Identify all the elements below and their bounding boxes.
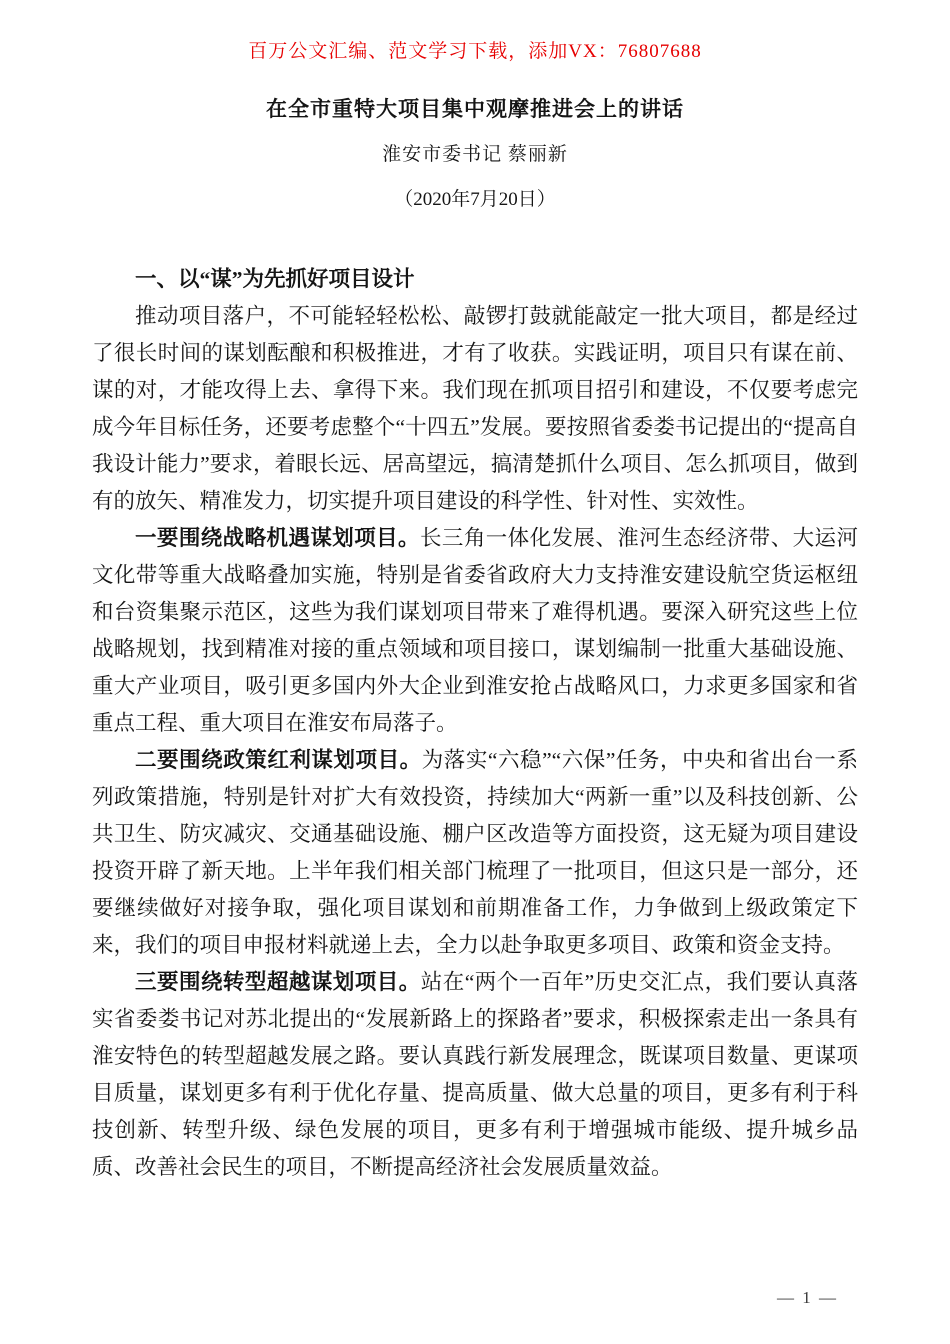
paragraph-text: 推动项目落户，不可能轻轻松松、敲锣打鼓就能敲定一批大项目，都是经过了很长时间的谋划酝酿和积极推进，才有了收获。实践证明，项目只有谋在前、谋的对，才能攻得上去、拿得下来。我们现在抓项目招引和建设，不仅要考虑完成今年目标任务，还要考虑整个“十四五”发展。要按照省委娄书记提出的“提高自我设计能力”要求，着眼长远、居高望远，搞清楚抓什么项目、怎么抓项目，做到有的放矢、精准发力，切实提升项目建设的科学性、针对性、实效性。 (92, 304, 858, 513)
author-line: 淮安市委书记 蔡丽新 (382, 144, 568, 165)
page-number: — 1 — (777, 1288, 838, 1307)
paragraph (92, 964, 858, 1186)
paragraph-text: 长三角一体化发展、淮河生态经济带、大运河文化带等重大战略叠加实施，特别是省委省政府大力支持淮安建设航空货运枢纽和台资集聚示范区，这些为我们谋划项目带来了难得机遇。要深入研究这些上位战略规划，找到精准对接的重点领域和项目接口，谋划编制一批重大基础设施、重大产业项目，吸引更多国内外大企业到淮安抢占战略风口，力求更多国家和省重点工程、重大项目在淮安布局落子。 (92, 526, 858, 735)
paragraph-text: 为落实“六稳”“六保”任务，中央和省出台一系列政策措施，特别是针对扩大有效投资，持续加大“两新一重”以及科技创新、公共卫生、防灾减灾、交通基础设施、棚户区改造等方面投资，这无疑为项目建设投资开辟了新天地。上半年我们相关部门梳理了一批项目，但这只是一部分，还要继续做好对接争取，强化项目谋划和前期准备工作，力争做到上级政策定下来，我们的项目申报材料就递上去，全力以赴争取更多项目、政策和资金支持。 (92, 748, 858, 957)
paragraph (92, 298, 858, 520)
paragraph (92, 520, 858, 742)
paragraph-lead: 二要围绕政策红利谋划项目。 (135, 748, 422, 772)
date-line: （2020年7月20日） (394, 189, 556, 210)
paragraph-text: 站在“两个一百年”历史交汇点，我们要认真落实省委娄书记对苏北提出的“发展新路上的探路者”要求，积极探索走出一条具有淮安特色的转型超越发展之路。要认真践行新发展理念，既谋项目数量、更谋项目质量，谋划更多有利于优化存量、提高质量、做大总量的项目，更多有利于科技创新、转型升级、绿色发展的项目，更多有利于增强城市能级、提升城乡品质、改善社会民生的项目，不断提高经济社会发展质量效益。 (92, 970, 858, 1179)
promo-banner-text: 百万公文汇编、范文学习下载，添加VX：76807688 (248, 41, 702, 62)
section-heading (92, 261, 858, 298)
paragraph-lead: 三要围绕转型超越谋划项目。 (135, 970, 421, 994)
paragraph (92, 742, 858, 964)
document-body (92, 261, 858, 1186)
document-title: 在全市重特大项目集中观摩推进会上的讲话 (266, 97, 684, 121)
section-heading-text: 一、以“谋”为先抓好项目设计 (135, 267, 415, 291)
paragraph-lead: 一要围绕战略机遇谋划项目。 (135, 526, 420, 550)
